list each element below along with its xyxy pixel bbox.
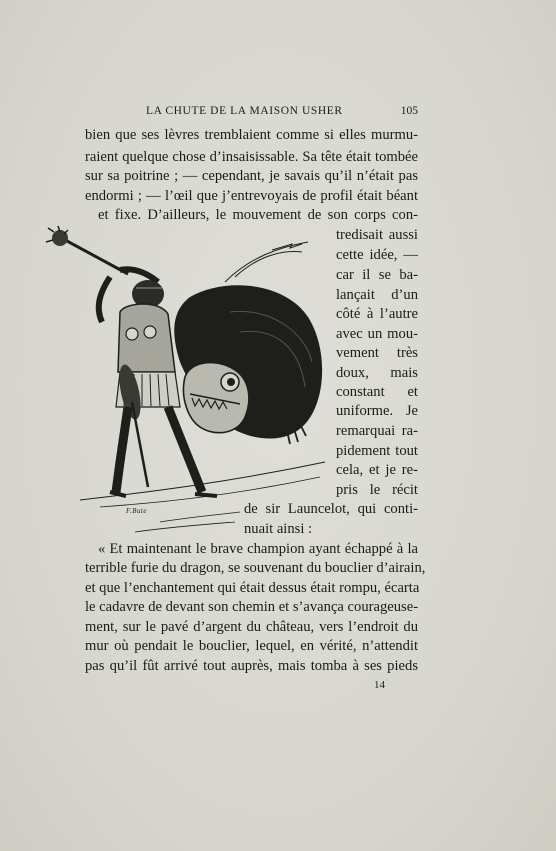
body-line: vement très (336, 345, 418, 361)
body-line: et que l’enchantement qui était dessus était rompu, écarta (85, 580, 420, 596)
body-line: car il se ba- (336, 267, 418, 283)
artist-signature: F.Bute (126, 507, 147, 515)
body-line: sur sa poitrine ; — cependant, je savais qu’il n’était pas (85, 168, 418, 184)
body-line: avec un mou- (336, 326, 418, 342)
body-line: cette idée, — (336, 247, 418, 263)
body-line: côté à l’autre (336, 306, 418, 322)
body-line: nuait ainsi : (244, 521, 313, 537)
body-line: mur où pendait le bouclier, lequel, en vérité, n’attendit (85, 638, 418, 654)
body-line: doux, mais (336, 365, 418, 381)
signature-mark: 14 (374, 679, 385, 691)
body-line: pidement tout (336, 443, 418, 459)
body-line: remarquai ra- (336, 423, 418, 439)
body-line: de sir Launcelot, qui conti- (244, 501, 418, 517)
body-line: tredisait aussi (336, 227, 418, 243)
body-line: constant et (336, 384, 418, 400)
running-head (84, 105, 418, 121)
body-line: pris le récit (336, 482, 418, 498)
body-line: cela, et je re- (336, 462, 418, 478)
body-line: raient quelque chose d’insaisissable. Sa tête était tombée (85, 149, 418, 165)
body-line: « Et maintenant le brave champion ayant échappé à la (98, 541, 418, 557)
body-line: lançait d’un (336, 287, 418, 303)
body-line: bien que ses lèvres tremblaient comme si elles murmu- (85, 127, 418, 143)
body-line: ment, sur le pavé d’argent du château, vers l’endroit du (85, 619, 418, 635)
body-line: et fixe. D’ailleurs, le mouvement de son corps con- (98, 207, 418, 223)
running-title: LA CHUTE DE LA MAISON USHER (146, 105, 343, 117)
body-line: pas qu’il fût arrivé tout auprès, mais tomba à ses pieds (85, 658, 418, 674)
body-line: terrible furie du dragon, se souvenant du bouclier d’airain, (85, 560, 426, 576)
knight-dragon-illustration (40, 222, 340, 542)
body-line: le cadavre de devant son chemin et s’avança courageuse- (85, 599, 419, 615)
page-number: 105 (400, 105, 418, 117)
body-line: endormi ; — l’œil que j’entrevoyais de profil était béant (85, 188, 418, 204)
body-line: uniforme. Je (336, 403, 418, 419)
